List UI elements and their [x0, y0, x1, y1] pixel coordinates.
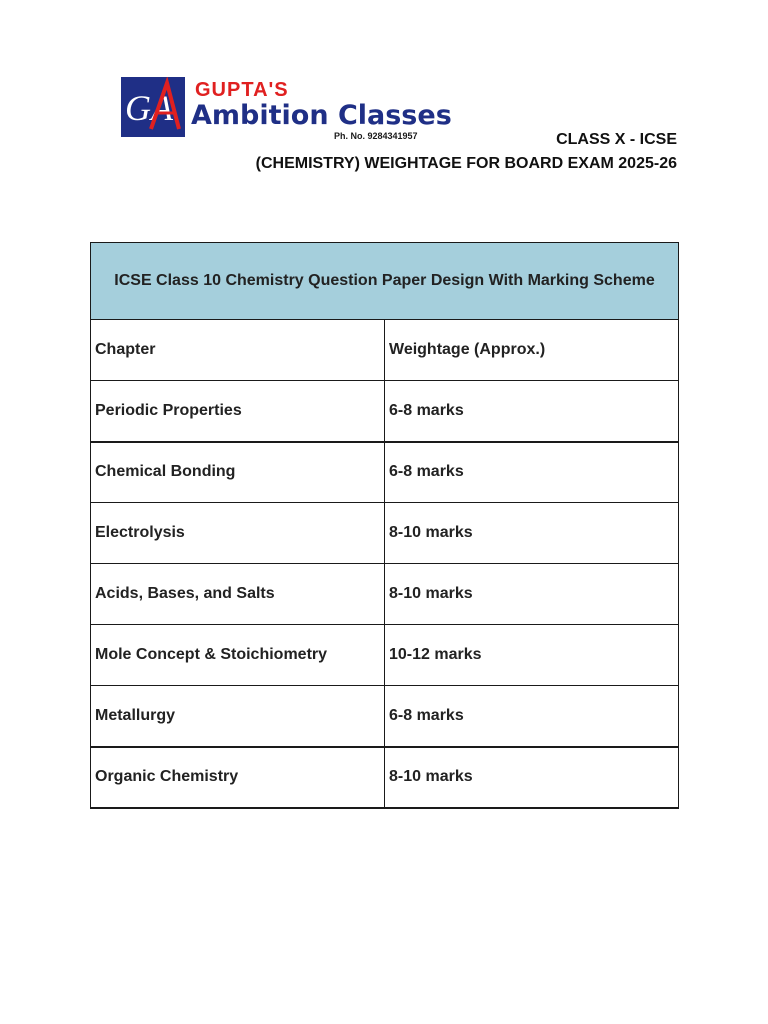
table-row	[91, 625, 679, 686]
chapter-cell: Chemical Bonding	[91, 442, 385, 503]
brand-phone: Ph. No. 9284341957	[334, 131, 418, 141]
column-header-weightage: Weightage (Approx.)	[385, 320, 679, 381]
column-header-chapter: Chapter	[91, 320, 385, 381]
class-heading: CLASS X - ICSE	[556, 131, 677, 148]
table-row	[91, 503, 679, 564]
weightage-cell: 8-10 marks	[385, 503, 679, 564]
weightage-table	[90, 242, 679, 809]
chapter-cell: Metallurgy	[91, 686, 385, 747]
weightage-cell: 6-8 marks	[385, 442, 679, 503]
chapter-cell: Mole Concept & Stoichiometry	[91, 625, 385, 686]
brand-logo	[121, 77, 452, 141]
table-row	[91, 381, 679, 442]
brand-name-top: GUPTA'S	[195, 79, 289, 101]
table-row	[91, 686, 679, 747]
chapter-cell: Electrolysis	[91, 503, 385, 564]
header-row	[91, 320, 679, 381]
monogram-g: GA	[125, 88, 173, 128]
caption-row	[91, 243, 679, 320]
table-row	[91, 442, 679, 503]
table-row	[91, 747, 679, 808]
weightage-cell: 6-8 marks	[385, 686, 679, 747]
chapter-cell: Periodic Properties	[91, 381, 385, 442]
chapter-cell: Organic Chemistry	[91, 747, 385, 808]
table-caption: ICSE Class 10 Chemistry Question Paper Design With Marking Scheme	[91, 243, 679, 320]
table-row	[91, 564, 679, 625]
weightage-cell: 8-10 marks	[385, 564, 679, 625]
brand-name-main: Ambition Classes	[191, 100, 452, 131]
chapter-cell: Acids, Bases, and Salts	[91, 564, 385, 625]
weightage-cell: 10-12 marks	[385, 625, 679, 686]
weightage-cell: 8-10 marks	[385, 747, 679, 808]
monogram-logo	[121, 77, 185, 137]
weightage-cell: 6-8 marks	[385, 381, 679, 442]
exam-heading: (CHEMISTRY) WEIGHTAGE FOR BOARD EXAM 2025-26	[255, 155, 677, 172]
